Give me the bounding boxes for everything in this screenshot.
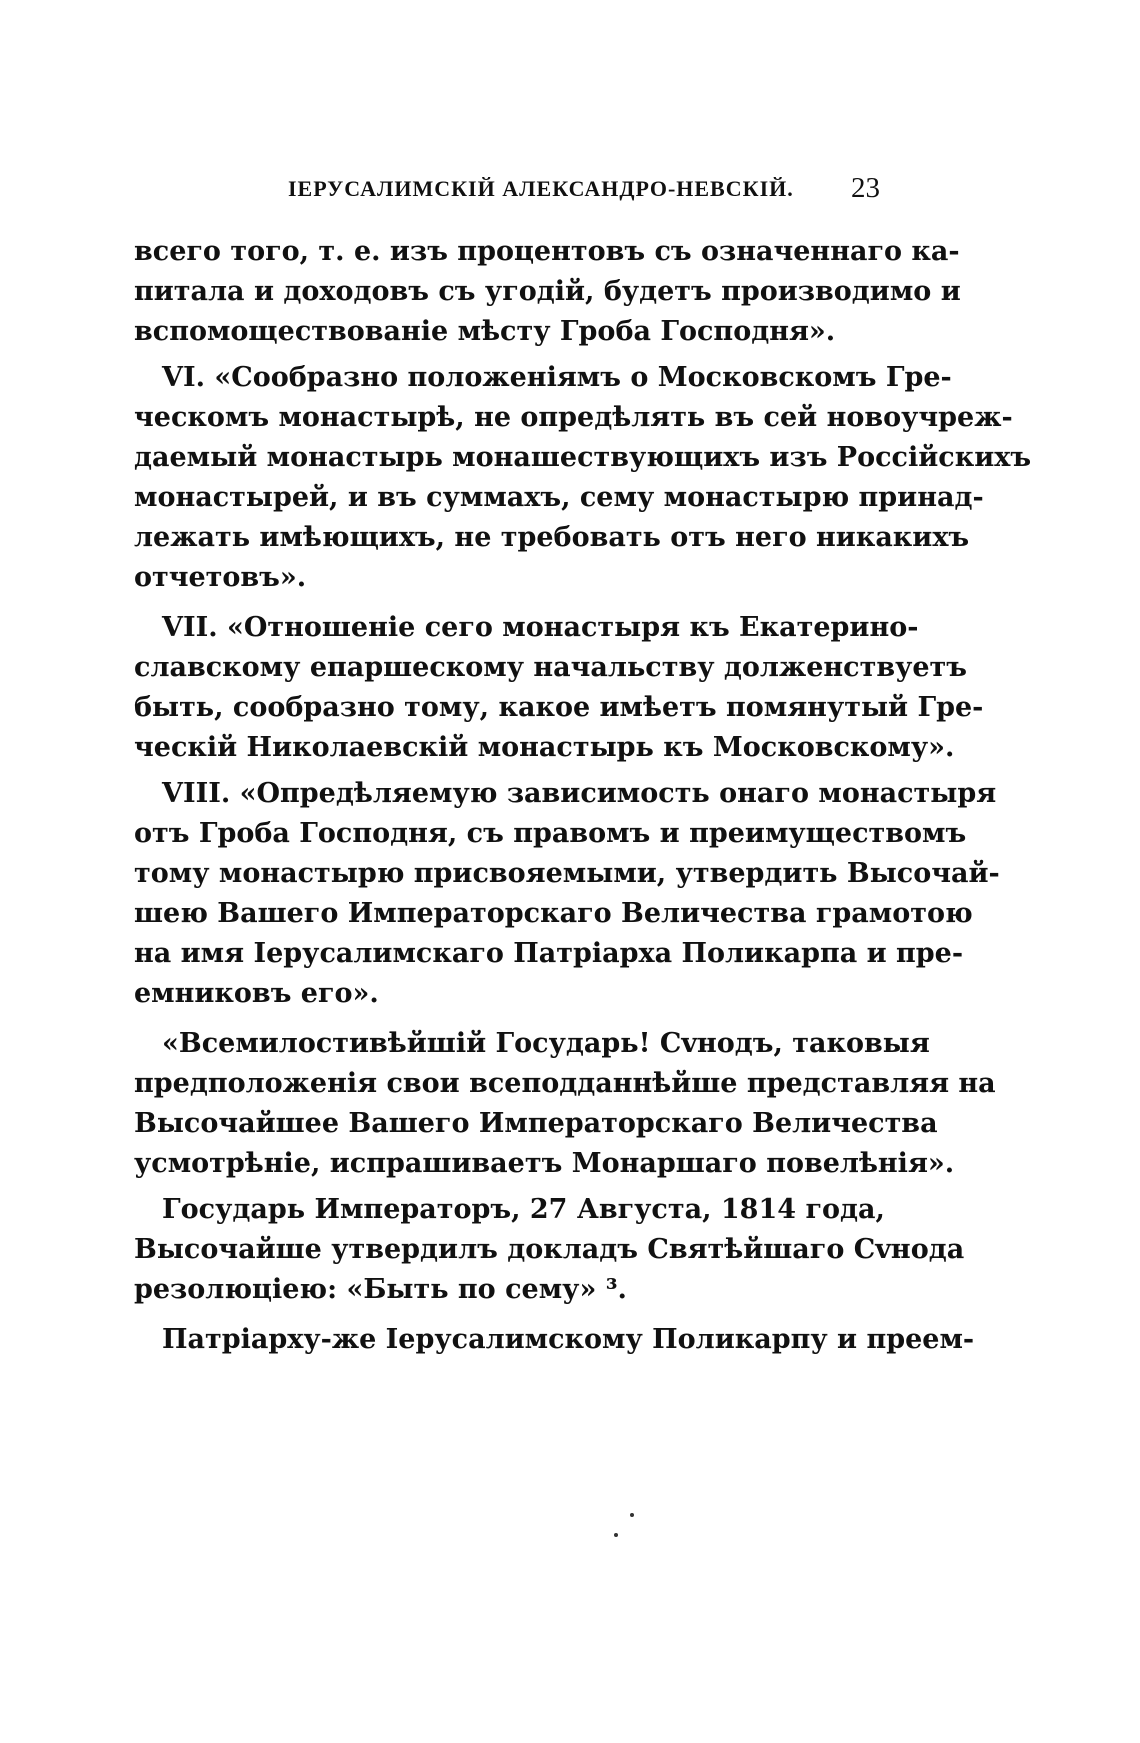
text-line: Высочайшее Вашего Императорскаго Величества [134, 1108, 938, 1139]
text-line: предположенія свои всеподданнѣйше представляя на [134, 1068, 996, 1099]
running-title: ІЕРУСАЛИМСКІЙ АЛЕКСАНДРО-НЕВСКІЙ. [288, 176, 794, 201]
running-head [134, 172, 880, 212]
text-line: емниковъ его». [134, 978, 379, 1009]
text-line: монастырей, и въ суммахъ, сему монастырю принад- [134, 482, 984, 513]
body-text [134, 232, 1032, 1360]
text-line: тому монастырю присвояемыми, утвердить Высочай- [134, 858, 1000, 889]
stray-dot [614, 1533, 618, 1537]
stray-dot [630, 1513, 634, 1517]
text-line: вспомоществованіе мѣсту Гроба Господня». [134, 316, 836, 347]
text-line: на имя Іерусалимскаго Патріарха Поликарпа и пре- [134, 938, 964, 969]
text-line: VI. «Сообразно положеніямъ о Московскомъ Гре- [162, 362, 952, 393]
text-line: отчетовъ». [134, 562, 307, 593]
page-number: 23 [851, 172, 880, 204]
text-line: VIII. «Опредѣляемую зависимость онаго монастыря [162, 778, 997, 809]
text-line: «Всемилостивѣйшій Государь! Сvнодъ, таковыя [162, 1028, 930, 1059]
text-line: резолюціею: «Быть по сему» ³. [134, 1274, 627, 1305]
text-line: отъ Гроба Господня, съ правомъ и преимуществомъ [134, 818, 967, 849]
text-line: ческомъ монастырѣ, не опредѣлять въ сей новоучреж- [134, 402, 1013, 433]
text-line: славскому епаршескому начальству долженствуетъ [134, 652, 967, 683]
text-line: VII. «Отношеніе сего монастыря къ Екатерино- [162, 612, 919, 643]
text-line: питала и доходовъ съ угодій, будетъ производимо и [134, 276, 961, 307]
text-line: усмотрѣніе, испрашиваетъ Монаршаго повелѣнія». [134, 1148, 955, 1179]
text-line: Государь Императоръ, 27 Августа, 1814 года, [162, 1194, 885, 1225]
text-line: даемый монастырь монашествующихъ изъ Россійскихъ [134, 442, 1032, 473]
text-line: лежать имѣющихъ, не требовать отъ него никакихъ [134, 522, 970, 553]
text-line: быть, сообразно тому, какое имѣетъ помянутый Гре- [134, 692, 984, 723]
text-line: Высочайше утвердилъ докладъ Святѣйшаго Сvнода [134, 1234, 965, 1265]
text-line: всего того, т. е. изъ процентовъ съ означеннаго ка- [134, 236, 960, 267]
text-line: шею Вашего Императорскаго Величества грамотою [134, 898, 973, 929]
text-line: ческій Николаевскій монастырь къ Московскому». [134, 732, 955, 763]
text-line: Патріарху-же Іерусалимскому Поликарпу и преем- [162, 1324, 975, 1355]
